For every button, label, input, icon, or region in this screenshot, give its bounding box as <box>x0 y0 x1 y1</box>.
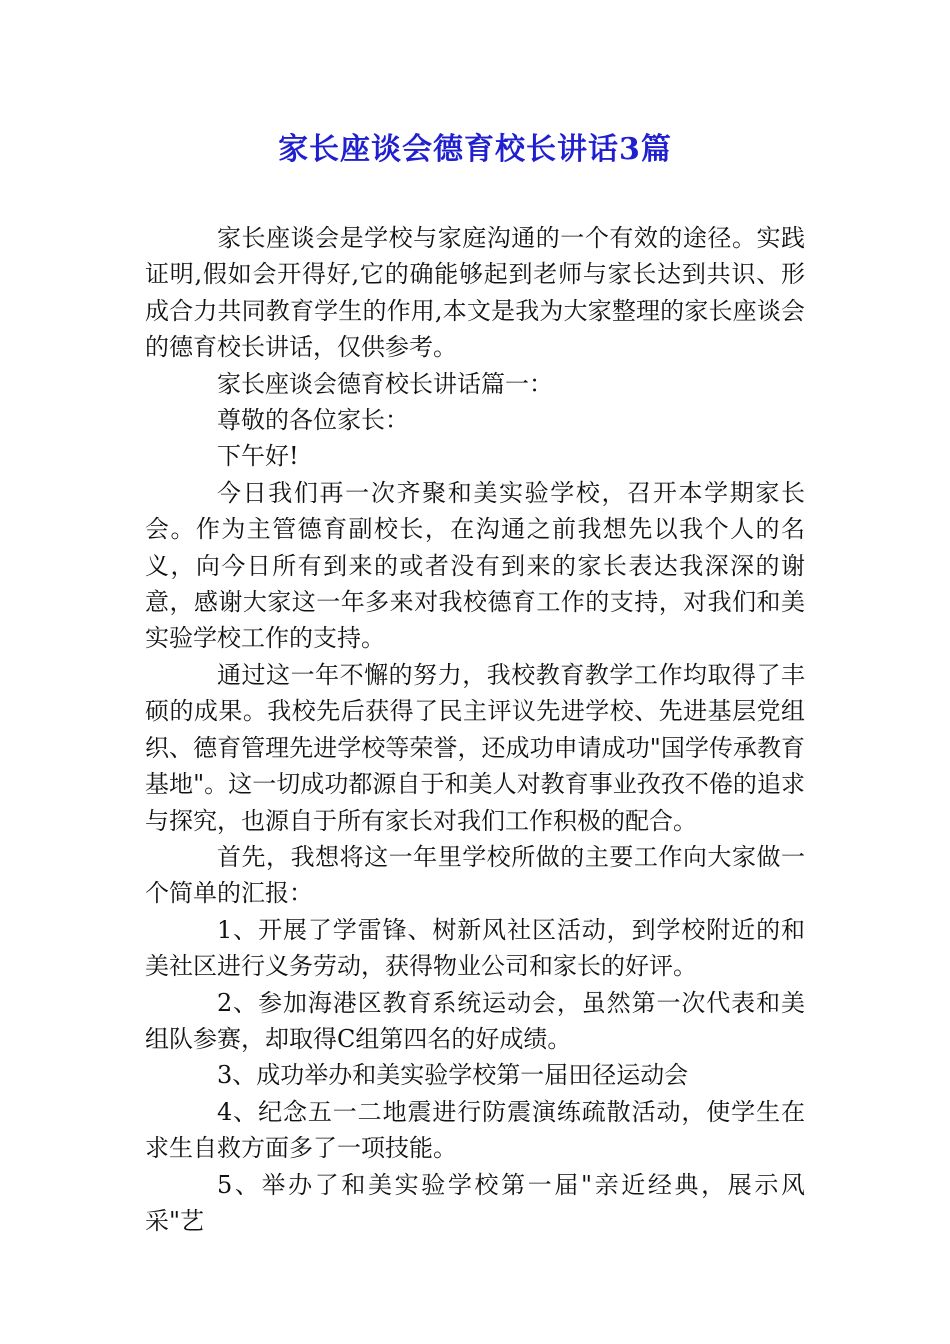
paragraph: 2、参加海港区教育系统运动会，虽然第一次代表和美组队参赛，却取得C组第四名的好成绩。 <box>145 988 805 1053</box>
paragraph: 通过这一年不懈的努力，我校教育教学工作均取得了丰硕的成果。我校先后获得了民主评议先进学校、先进基层党组织、德育管理先进学校等荣誉，还成功申请成功"国学传承教育基地"。这一切成功都源自于和美人对教育事业孜孜不倦的追求与探究，也源自于所有家长对我们工作积极的配合。 <box>145 660 805 835</box>
paragraph: 家长座谈会德育校长讲话篇一： <box>217 369 553 398</box>
paragraph: 4、纪念五一二地震进行防震演练疏散活动，使学生在求生自救方面多了一项技能。 <box>145 1097 805 1163</box>
paragraph: 首先，我想将这一年里学校所做的主要工作向大家做一个简单的汇报： <box>145 842 805 908</box>
paragraph: 今日我们再一次齐聚和美实验学校，召开本学期家长会。作为主管德育副校长，在沟通之前我想先以我个人的名义，向今日所有到来的或者没有到来的家长表达我深深的谢意，感谢大家这一年多来对我校德育工作的支持，对我们和美实验学校工作的支持。 <box>145 478 805 653</box>
paragraph: 家长座谈会是学校与家庭沟通的一个有效的途径。实践证明,假如会开得好,它的确能够起到老师与家长达到共识、形成合力共同教育学生的作用,本文是我为大家整理的家长座谈会的德育校长讲话，仅供参考。 <box>145 224 805 362</box>
document-body <box>145 220 805 1239</box>
paragraph: 5、举办了和美实验学校第一届"亲近经典，展示风采"艺 <box>145 1170 805 1235</box>
document-title: 家长座谈会德育校长讲话3篇 <box>278 132 672 167</box>
paragraph: 下午好! <box>217 442 299 471</box>
paragraph: 尊敬的各位家长： <box>217 406 409 435</box>
paragraph: 1、开展了学雷锋、树新风社区活动，到学校附近的和美社区进行义务劳动，获得物业公司和家长的好评。 <box>145 915 805 981</box>
paragraph: 3、成功举办和美实验学校第一届田径运动会 <box>217 1061 689 1090</box>
